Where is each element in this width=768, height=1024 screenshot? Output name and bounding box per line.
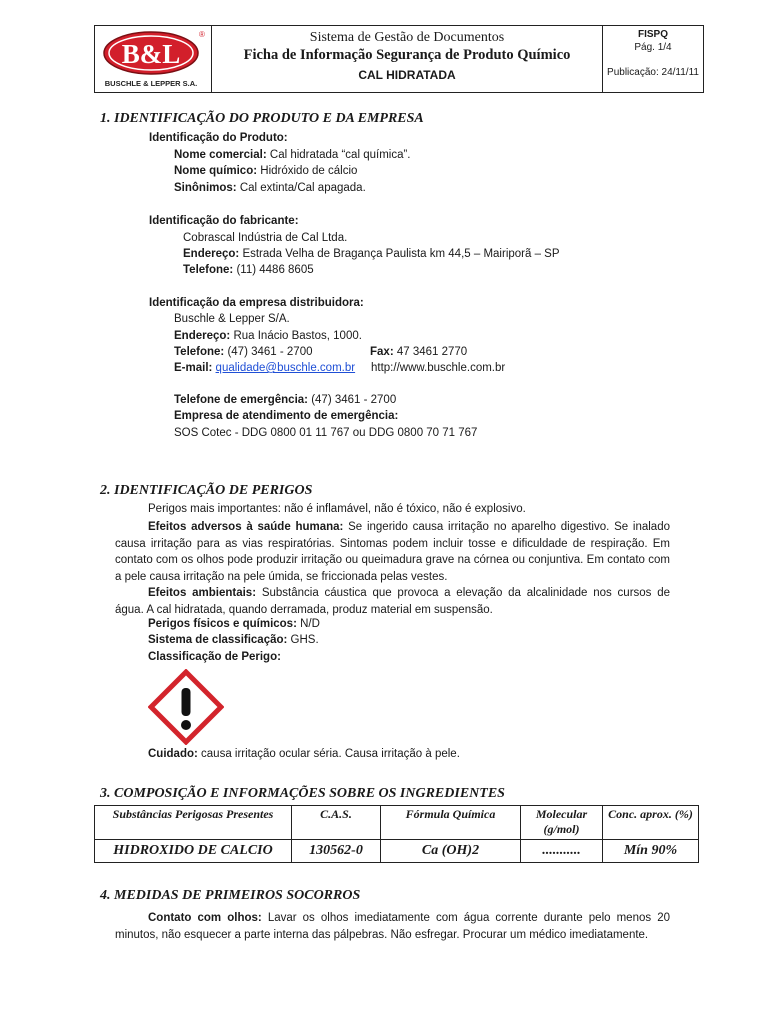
environmental-effects-paragraph: Efeitos ambientais: Substância cáustica que provoca a elevação da alcalinidade nos cursos de água. A cal hidratada, quando derramada, produz material em suspensão.: [115, 587, 670, 616]
section-1-title: 1. IDENTIFICAÇÃO DO PRODUTO E DA EMPRESA: [100, 111, 424, 126]
system-title: Sistema de Gestão de Documentos: [309, 30, 505, 45]
logo-text: B&L: [121, 39, 181, 69]
synonyms-row: Sinônimos: Cal extinta/Cal apagada.: [174, 182, 366, 194]
manufacturer-heading: Identificação do fabricante:: [149, 215, 299, 227]
cell-cas: 130562-0: [292, 840, 381, 863]
distributor-phone-row: Telefone: (47) 3461 - 2700: [174, 346, 313, 358]
logo-cell: [95, 26, 212, 92]
distributor-address-row: Endereço: Rua Inácio Bastos, 1000.: [174, 330, 362, 342]
emergency-company-text: SOS Cotec - DDG 0800 01 11 767 ou DDG 0800 70 71 767: [174, 427, 478, 439]
eye-contact-paragraph: Contato com olhos: Lavar os olhos imediatamente com água corrente durante pelo menos 20 minutos, não esquecer a parte interna das pálpebras. Não esfregar. Procurar um médico imediatamente.: [115, 912, 670, 941]
product-title: CAL HIDRATADA: [358, 68, 456, 82]
main-hazards-text: Perigos mais importantes: não é inflamável, não é tóxico, não é explosivo.: [148, 503, 526, 515]
manufacturer-phone-row: Telefone: (11) 4486 8605: [183, 264, 314, 276]
composition-table: [94, 805, 699, 863]
distributor-name: Buschle & Lepper S/A.: [174, 313, 290, 325]
table-row: [95, 840, 699, 863]
emergency-phone-row: Telefone de emergência: (47) 3461 - 2700: [174, 394, 397, 406]
document-header: [94, 25, 704, 93]
doc-code: FISPQ: [637, 29, 668, 40]
distributor-email-row: E-mail: qualidade@buschle.com.br: [174, 362, 356, 374]
col-header-formula: Fórmula Química: [381, 806, 521, 840]
col-header-substances: Substâncias Perigosas Presentes: [95, 806, 292, 840]
distributor-heading: Identificação da empresa distribuidora:: [149, 297, 364, 309]
logo-company-name: BUSCHLE & LEPPER S.A.: [104, 79, 198, 88]
caution-row: Cuidado: causa irritação ocular séria. Causa irritação à pele.: [148, 748, 460, 760]
page-number: Pág. 1/4: [634, 42, 672, 53]
col-header-concentration: Conc. aprox. (%): [603, 806, 699, 840]
logo-registered-mark: ®: [199, 30, 205, 39]
header-title-cell: [212, 26, 603, 92]
publication-date: Publicação: 24/11/11: [607, 67, 699, 78]
cell-concentration: Mín 90%: [603, 840, 699, 863]
cell-substance: HIDROXIDO DE CALCIO: [95, 840, 292, 863]
classification-system-row: Sistema de classificação: GHS.: [148, 634, 319, 646]
table-header-row: [95, 806, 699, 840]
health-effects-paragraph: Efeitos adversos à saúde humana: Se ingerido causa irritação no aparelho digestivo. Se inalado causa irritação para as vias respiratórias. Sintomas podem incluir tosse e dificuldade de respiração. Em contato com os olhos pode produzir irritação ou queimadura grave na córnea ou conjuntiva. Em contato com a pele causa irritação na pele úmida, se friccionada pelas vestes.: [115, 521, 670, 583]
exclamation-mark-icon: [148, 669, 224, 745]
product-id-heading: Identificação do Produto:: [149, 132, 288, 144]
distributor-website[interactable]: http://www.buschle.com.br: [371, 362, 506, 374]
email-link[interactable]: qualidade@buschle.com.br: [215, 362, 356, 374]
company-logo: [95, 26, 211, 92]
emergency-company-heading: Empresa de atendimento de emergência:: [174, 410, 399, 422]
section-2-title: 2. IDENTIFICAÇÃO DE PERIGOS: [100, 483, 313, 498]
manufacturer-address-row: Endereço: Estrada Velha de Bragança Paulista km 44,5 – Mairiporã – SP: [183, 248, 560, 260]
chemical-name-row: Nome químico: Hidróxido de cálcio: [174, 165, 358, 177]
col-header-molecular: Molecular (g/mol): [521, 806, 603, 840]
section-4-title: 4. MEDIDAS DE PRIMEIROS SOCORROS: [100, 888, 361, 903]
header-meta-cell: [603, 26, 703, 92]
trade-name-row: Nome comercial: Cal hidratada “cal química”.: [174, 149, 411, 161]
hazard-classification-heading: Classificação de Perigo:: [148, 651, 281, 663]
section-3-title: 3. COMPOSIÇÃO E INFORMAÇÕES SOBRE OS INGREDIENTES: [100, 786, 505, 801]
cell-molecular: ...........: [521, 840, 603, 863]
distributor-fax-row: Fax: 47 3461 2770: [370, 346, 468, 358]
document-title: Ficha de Informação Segurança de Produto Químico: [243, 47, 571, 63]
physical-hazards-row: Perigos físicos e químicos: N/D: [148, 618, 320, 630]
col-header-cas: C.A.S.: [292, 806, 381, 840]
manufacturer-name: Cobrascal Indústria de Cal Ltda.: [183, 232, 348, 244]
cell-formula: Ca (OH)2: [381, 840, 521, 863]
